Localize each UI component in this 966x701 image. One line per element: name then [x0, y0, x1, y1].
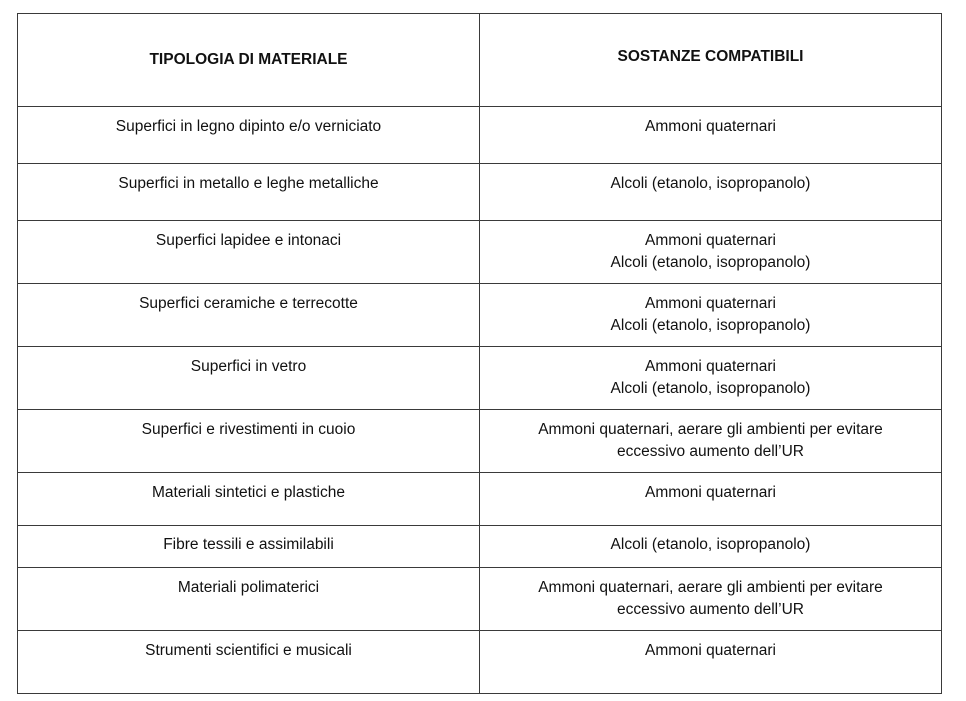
- materials-table: [17, 13, 942, 694]
- substances-cell: [480, 107, 942, 164]
- material-cell: [18, 221, 480, 284]
- table-row: [18, 631, 942, 694]
- table-row: [18, 107, 942, 164]
- header-substances-label: SOSTANZE COMPATIBILI: [617, 48, 804, 65]
- table-row: [18, 568, 942, 631]
- material-text: Strumenti scientifici e musicali: [145, 642, 352, 659]
- substances-text: Ammoni quaternari, aerare gli ambienti per evitare eccessivo aumento dell’UR: [538, 421, 883, 460]
- substances-text: Ammoni quaternari Alcoli (etanolo, isopropanolo): [610, 232, 811, 271]
- material-text: Superfici in metallo e leghe metalliche: [118, 175, 379, 192]
- material-cell: [18, 631, 480, 694]
- material-cell: [18, 347, 480, 410]
- substances-cell: [480, 221, 942, 284]
- table-row: [18, 410, 942, 473]
- material-cell: [18, 473, 480, 526]
- material-text: Superfici in legno dipinto e/o verniciato: [115, 118, 382, 135]
- material-cell: [18, 410, 480, 473]
- substances-cell: [480, 473, 942, 526]
- substances-text: Ammoni quaternari: [645, 642, 776, 659]
- table-row: [18, 164, 942, 221]
- header-row: [18, 14, 942, 107]
- material-text: Materiali sintetici e plastiche: [152, 484, 345, 501]
- substances-text: Ammoni quaternari, aerare gli ambienti per evitare eccessivo aumento dell’UR: [538, 579, 883, 618]
- material-text: Superfici lapidee e intonaci: [155, 232, 342, 249]
- material-text: Superfici ceramiche e terrecotte: [139, 295, 358, 312]
- header-substances: [480, 14, 942, 107]
- substances-text: Ammoni quaternari Alcoli (etanolo, isopropanolo): [610, 358, 811, 397]
- material-cell: [18, 284, 480, 347]
- material-text: Materiali polimaterici: [177, 579, 320, 596]
- table-row: [18, 284, 942, 347]
- substances-text: Alcoli (etanolo, isopropanolo): [610, 536, 811, 553]
- substances-cell: [480, 410, 942, 473]
- substances-cell: [480, 347, 942, 410]
- material-cell: [18, 526, 480, 568]
- substances-text: Ammoni quaternari: [645, 118, 776, 135]
- substances-cell: [480, 164, 942, 221]
- header-material: [18, 14, 480, 107]
- substances-text: Ammoni quaternari: [645, 484, 776, 501]
- table-row: [18, 347, 942, 410]
- material-text: Superfici in vetro: [190, 358, 307, 375]
- material-cell: [18, 568, 480, 631]
- substances-cell: [480, 284, 942, 347]
- substances-text: Ammoni quaternari Alcoli (etanolo, isopropanolo): [610, 295, 811, 334]
- substances-cell: [480, 568, 942, 631]
- table-row: [18, 526, 942, 568]
- material-text: Fibre tessili e assimilabili: [163, 536, 334, 553]
- substances-text: Alcoli (etanolo, isopropanolo): [610, 175, 811, 192]
- table-row: [18, 221, 942, 284]
- substances-cell: [480, 631, 942, 694]
- substances-cell: [480, 526, 942, 568]
- material-cell: [18, 107, 480, 164]
- material-cell: [18, 164, 480, 221]
- header-material-label: TIPOLOGIA DI MATERIALE: [149, 51, 348, 68]
- table-row: [18, 473, 942, 526]
- material-text: Superfici e rivestimenti in cuoio: [141, 421, 356, 438]
